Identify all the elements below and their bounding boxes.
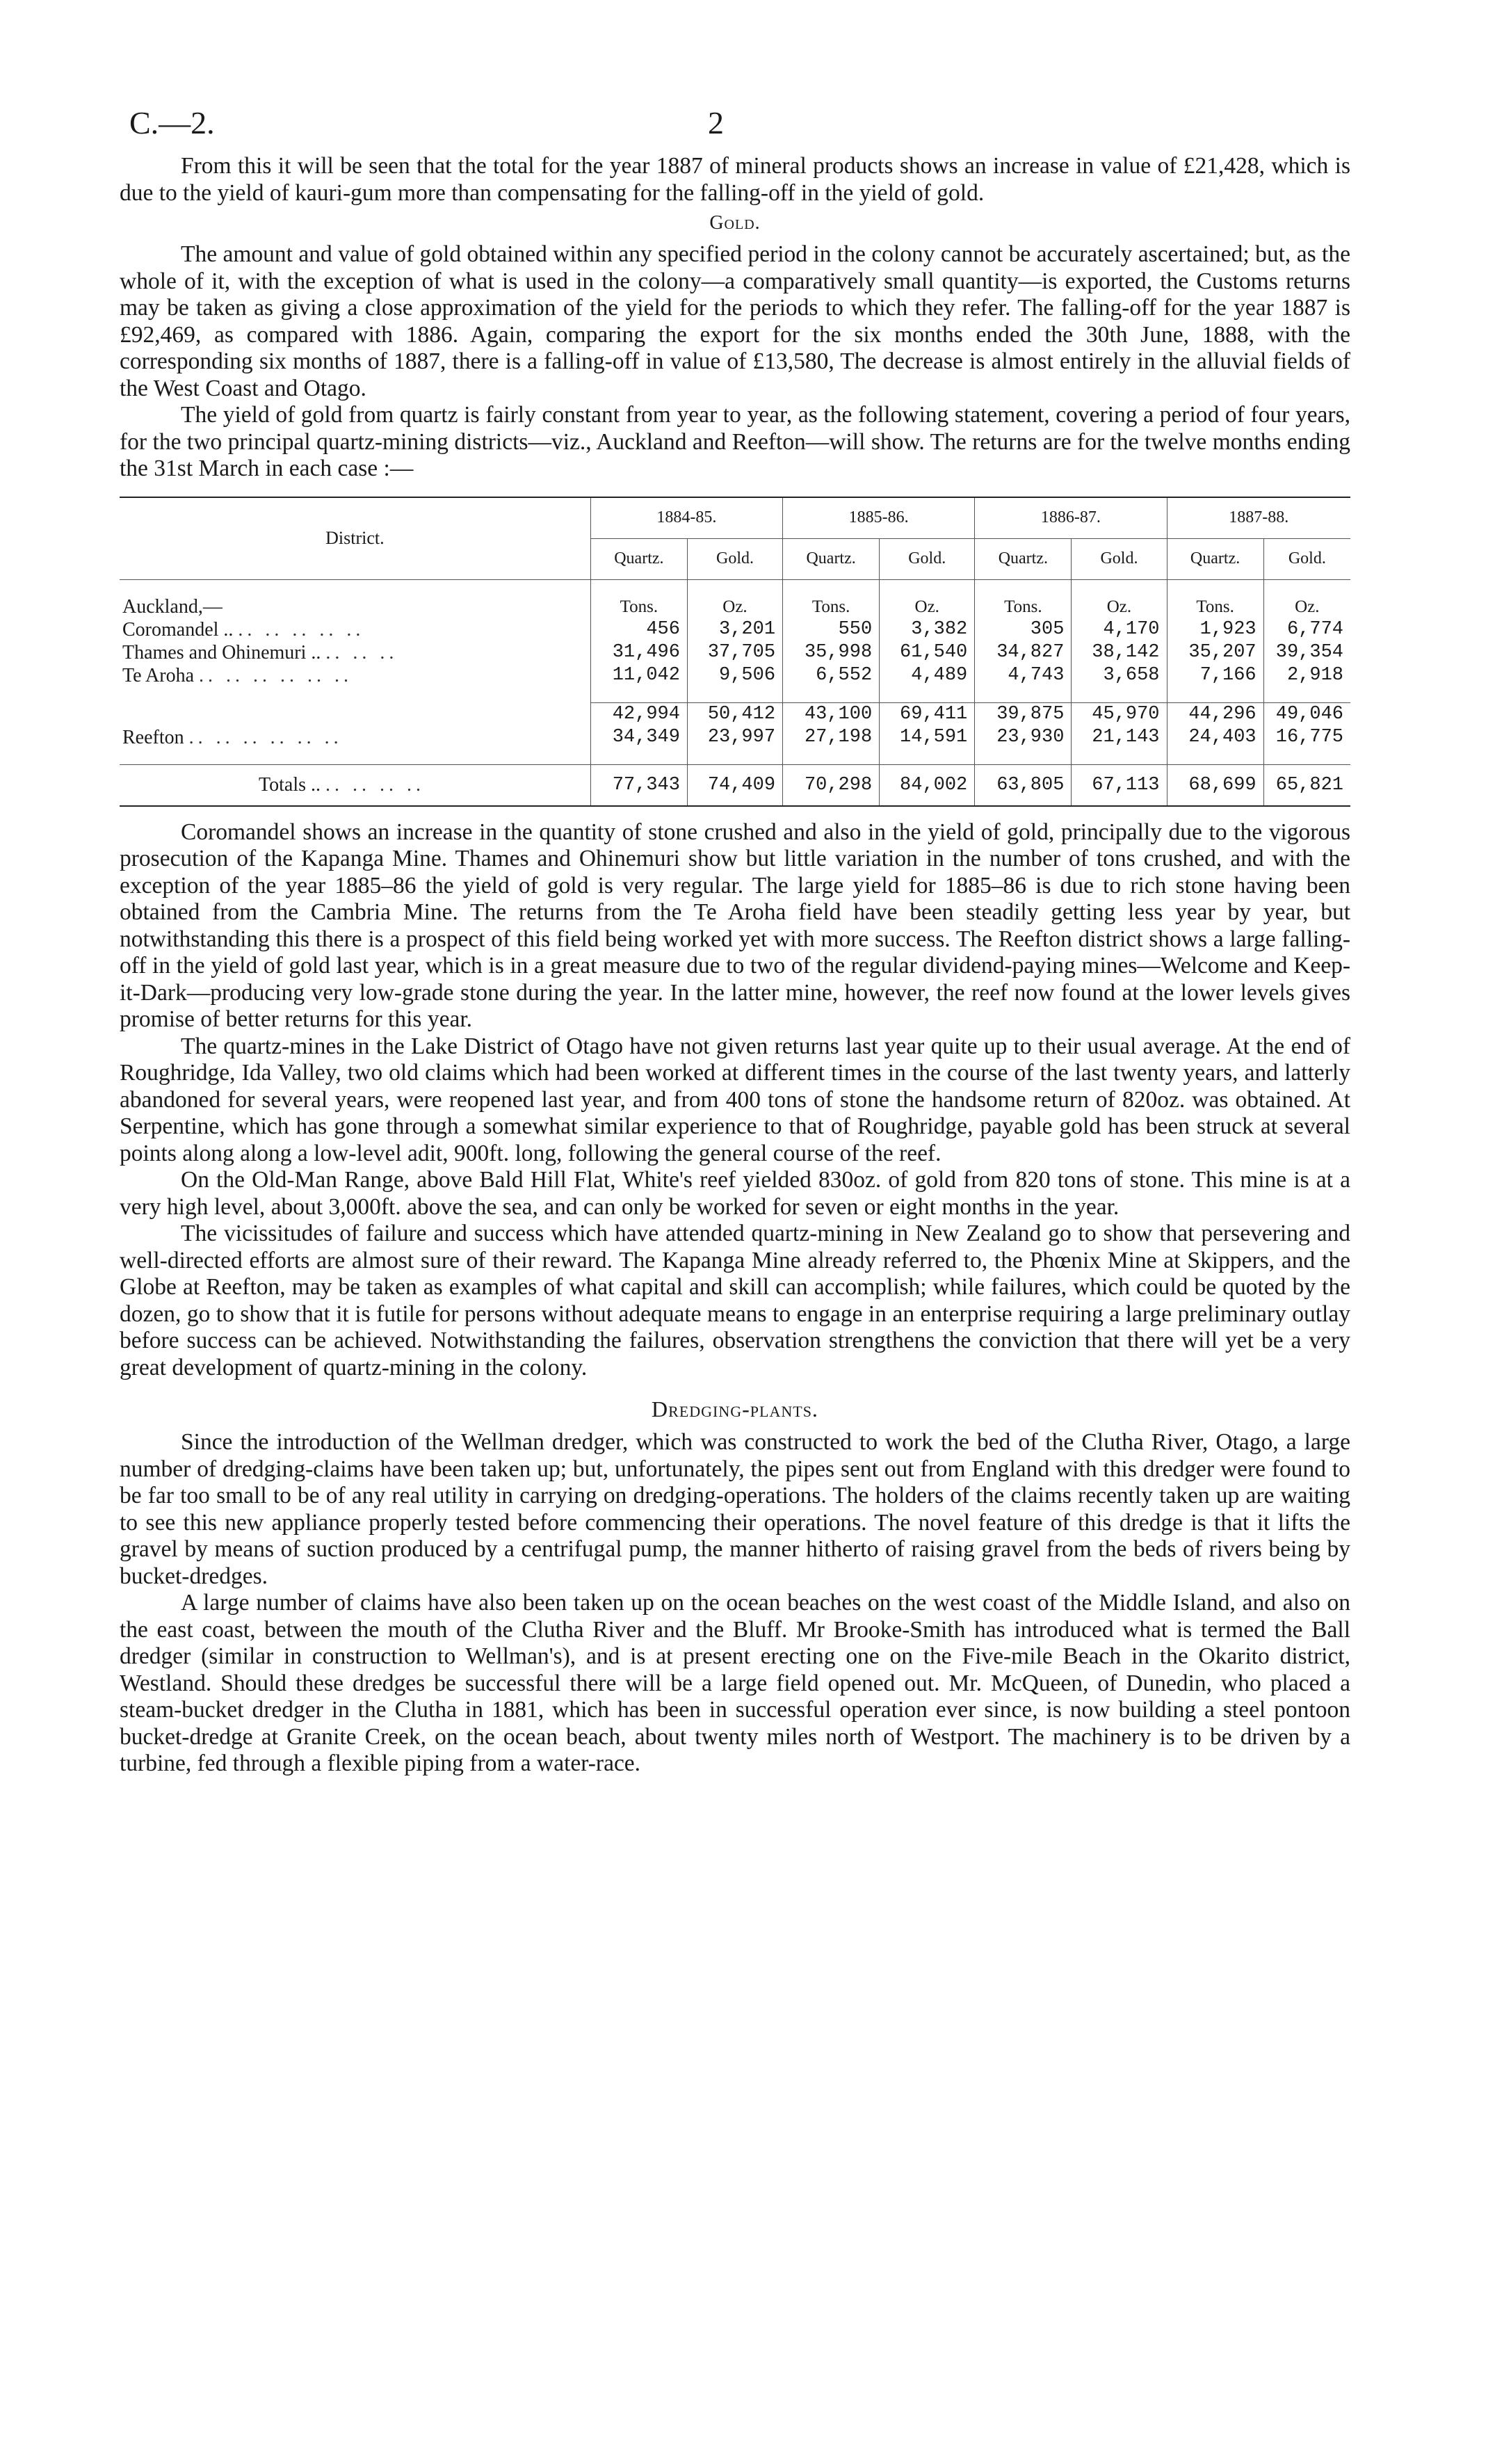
intro-paragraph: From this it will be seen that the total for the year 1887 of mineral products shows an increase in value of £21,428, which is due to the yield of kauri-gum more than compensating for the falling-off in the yield of gold. bbox=[120, 153, 1350, 206]
table-cell: 1,923 bbox=[1167, 618, 1263, 641]
year-header: 1887-88. bbox=[1167, 498, 1350, 539]
group-label: Auckland,— bbox=[122, 595, 223, 618]
total-cell: 70,298 bbox=[783, 764, 880, 805]
page-number: 2 bbox=[708, 105, 724, 140]
leader-dots: .. .. .. .. .. .. bbox=[199, 664, 353, 686]
gold-paragraph-1: The amount and value of gold obtained within any specified period in the colony cannot be accurately ascertained; but, as the whole of it, with the exception of what is used in the colony—a comparatively small quantity—is exported, the Customs returns may be taken as giving a close approximation of the yield for the periods to which they refer. The falling-off for the year 1887 is £92,469, as compared with 1886. Again, comparing the export for the six months ended the 30th June, 1888, with the corresponding six months of 1887, there is a falling-off in value of £13,580, The decrease is almost entirely in the alluvial fields of the West Coast and Otago. bbox=[120, 241, 1350, 401]
dredging-paragraph-1: Since the introduction of the Wellman dredger, which was constructed to work the bed of the Clutha River, Otago, a large number of dredging-claims have been taken up; but, unfortunately, the pipes sent out from England with this dredger were found to be far too small to be of any real utility in carrying on dredging-operations. The holders of the claims recently taken up are waiting to see this new appliance properly tested before commencing their operations. The novel feature of this dredge is that it lifts the gravel by means of suction produced by a centrifugal pump, the manner hitherto of raising gravel from the beds of rivers being by bucket-dredges. bbox=[120, 1429, 1350, 1589]
quartz-header: Quartz. bbox=[1167, 538, 1263, 579]
year-header: 1885-86. bbox=[783, 498, 975, 539]
subtotal-cell: 49,046 bbox=[1263, 702, 1350, 726]
year-header: 1884-85. bbox=[590, 498, 782, 539]
unit-label: Oz. bbox=[1072, 595, 1167, 618]
unit-label: Oz. bbox=[687, 595, 782, 618]
table-cell: 38,142 bbox=[1072, 641, 1167, 664]
table-row bbox=[120, 641, 1350, 664]
total-cell: 74,409 bbox=[687, 764, 782, 805]
unit-label: Tons. bbox=[590, 595, 687, 618]
unit-label: Tons. bbox=[1167, 595, 1263, 618]
otago-paragraph: The quartz-mines in the Lake District of Otago have not given returns last year quite up to their usual average. At the end of Roughridge, Ida Valley, two old claims which had been worked at different times in the course of the last twenty years, and latterly abandoned for several years, were reopened last year, and from 400 tons of stone the handsome return of 820oz. was obtained. At Serpentine, which has gone through a somewhat similar experience to that of Roughridge, payable gold has been struck at several points along along a low-level adit, 900ft. long, following the general course of the reef. bbox=[120, 1033, 1350, 1166]
old-man-range-paragraph: On the Old-Man Range, above Bald Hill Flat, White's reef yielded 830oz. of gold from 820 tons of stone. This mine is at a very high level, about 3,000ft. above the sea, and can only be worked for seven or eight months in the year. bbox=[120, 1167, 1350, 1220]
total-cell: 63,805 bbox=[975, 764, 1072, 805]
gold-header: Gold. bbox=[1072, 538, 1167, 579]
total-cell: 65,821 bbox=[1263, 764, 1350, 805]
dredging-paragraph-2: A large number of claims have also been taken up on the ocean beaches on the west coast of the Middle Island, and also on the east coast, between the mouth of the Clutha River and the Bluff. Mr Brooke-Smith has introduced what is termed the Ball dredger (similar in construction to Wellman's), and is at present erecting one on the Five-mile Beach in the Okarito district, Westland. Should these dredges be successful there will be a large field opened out. Mr. McQueen, of Dunedin, who placed a steam-bucket dredger in the Clutha in 1881, which has been in successful operation ever since, is now building a steel pontoon bucket-dredge at Granite Creek, on the ocean beach, about twenty miles north of Westport. The machinery is to be driven by a turbine, fed through a flexible piping from a water-race. bbox=[120, 1590, 1350, 1776]
table-cell: 6,774 bbox=[1263, 618, 1350, 641]
table-cell: 14,591 bbox=[880, 726, 975, 749]
leader-dots: .. .. .. .. .. .. bbox=[188, 726, 343, 748]
table-cell: 4,743 bbox=[975, 664, 1072, 687]
gold-header: Gold. bbox=[1263, 538, 1350, 579]
row-name: Reefton bbox=[122, 726, 184, 748]
table-cell: 34,349 bbox=[590, 726, 687, 749]
document-page bbox=[120, 104, 1350, 1778]
total-cell: 84,002 bbox=[880, 764, 975, 805]
subtotal-cell: 69,411 bbox=[880, 702, 975, 726]
table-cell: 305 bbox=[975, 618, 1072, 641]
table-cell: 61,540 bbox=[880, 641, 975, 664]
subtotal-cell: 39,875 bbox=[975, 702, 1072, 726]
table-cell: 3,382 bbox=[880, 618, 975, 641]
subtotal-cell: 45,970 bbox=[1072, 702, 1167, 726]
gold-heading: Gold. bbox=[709, 212, 761, 234]
district-header: District. bbox=[325, 528, 385, 548]
table-cell: 23,997 bbox=[687, 726, 782, 749]
table-cell: 23,930 bbox=[975, 726, 1072, 749]
units-row bbox=[120, 595, 1350, 618]
subtotal-cell: 42,994 bbox=[590, 702, 687, 726]
vicissitudes-paragraph: The vicissitudes of failure and success which have attended quartz-mining in New Zealand go to show that persevering and well-directed efforts are almost sure of their reward. The Kapanga Mine already referred to, the Phœnix Mine at Skippers, and the Globe at Reefton, may be taken as examples of what capital and skill can accomplish; while failures, which could be quoted by the dozen, go to show that it is futile for persons without adequate means to engage in an enterprise requiring a large preliminary outlay before success can be achieved. Notwithstanding the failures, observation strengthens the conviction that there will yet be a very great development of quartz-mining in the colony. bbox=[120, 1221, 1350, 1380]
document-reference: C.—2. bbox=[129, 105, 215, 140]
unit-label: Tons. bbox=[783, 595, 880, 618]
totals-label: Totals .. bbox=[259, 773, 321, 796]
unit-label: Oz. bbox=[880, 595, 975, 618]
unit-label: Tons. bbox=[975, 595, 1072, 618]
table-row bbox=[120, 618, 1350, 641]
table-cell: 456 bbox=[590, 618, 687, 641]
total-cell: 68,699 bbox=[1167, 764, 1263, 805]
gold-header: Gold. bbox=[687, 538, 782, 579]
subtotal-row bbox=[120, 702, 1350, 726]
table-cell: 24,403 bbox=[1167, 726, 1263, 749]
table-cell: 27,198 bbox=[783, 726, 880, 749]
table-row bbox=[120, 726, 1350, 749]
total-cell: 77,343 bbox=[590, 764, 687, 805]
unit-label: Oz. bbox=[1263, 595, 1350, 618]
quartz-gold-table bbox=[120, 497, 1350, 807]
subtotal-cell: 50,412 bbox=[687, 702, 782, 726]
leader-dots: .. .. .. .. bbox=[325, 773, 426, 796]
table-cell: 6,552 bbox=[783, 664, 880, 687]
table-cell: 35,207 bbox=[1167, 641, 1263, 664]
quartz-header: Quartz. bbox=[590, 538, 687, 579]
table-cell: 3,658 bbox=[1072, 664, 1167, 687]
table-cell: 550 bbox=[783, 618, 880, 641]
table-cell: 34,827 bbox=[975, 641, 1072, 664]
table-cell: 16,775 bbox=[1263, 726, 1350, 749]
year-header: 1886-87. bbox=[975, 498, 1167, 539]
total-cell: 67,113 bbox=[1072, 764, 1167, 805]
table-cell: 39,354 bbox=[1263, 641, 1350, 664]
row-name: Coromandel .. bbox=[122, 618, 234, 641]
table-cell: 31,496 bbox=[590, 641, 687, 664]
gold-paragraph-2: The yield of gold from quartz is fairly constant from year to year, as the following statement, covering a period of four years, for the two principal quartz-mining districts—viz., Auckland and Reefton—will show. The returns are for the twelve months ending the 31st March in each case :— bbox=[120, 402, 1350, 481]
table-cell: 9,506 bbox=[687, 664, 782, 687]
gold-header: Gold. bbox=[880, 538, 975, 579]
table-cell: 2,918 bbox=[1263, 664, 1350, 687]
row-name: Thames and Ohinemuri .. bbox=[122, 641, 321, 663]
table-cell: 37,705 bbox=[687, 641, 782, 664]
page-header bbox=[120, 104, 1350, 153]
row-name: Te Aroha bbox=[122, 664, 195, 686]
subtotal-cell: 44,296 bbox=[1167, 702, 1263, 726]
totals-row bbox=[120, 764, 1350, 805]
leader-dots: .. .. .. .. .. bbox=[238, 618, 365, 641]
quartz-header: Quartz. bbox=[783, 538, 880, 579]
table-cell: 4,170 bbox=[1072, 618, 1167, 641]
leader-dots: .. .. .. bbox=[325, 641, 398, 663]
table-cell: 11,042 bbox=[590, 664, 687, 687]
table-cell: 21,143 bbox=[1072, 726, 1167, 749]
table-row bbox=[120, 664, 1350, 687]
coromandel-paragraph: Coromandel shows an increase in the quantity of stone crushed and also in the yield of gold, principally due to the vigorous prosecution of the Kapanga Mine. Thames and Ohinemuri show but little variation in the number of tons crushed, and with the exception of the year 1885–86 the yield of gold is very regular. The large yield for 1885–86 is due to rich stone having been obtained from the Cambria Mine. The returns from the Te Aroha field have been steadily getting less year by year, but notwithstanding this there is a prospect of this field being worked yet with more success. The Reefton district shows a large falling-off in the yield of gold last year, which is in a great measure due to two of the regular dividend-paying mines—Welcome and Keep-it-Dark—producing very low-grade stone during the year. In the latter mine, however, the reef now found at the lower levels gives promise of better returns for this year. bbox=[120, 819, 1350, 1032]
table-cell: 4,489 bbox=[880, 664, 975, 687]
dredging-heading: Dredging-plants. bbox=[652, 1396, 818, 1422]
table-cell: 35,998 bbox=[783, 641, 880, 664]
table-cell: 3,201 bbox=[687, 618, 782, 641]
table-cell: 7,166 bbox=[1167, 664, 1263, 687]
quartz-header: Quartz. bbox=[975, 538, 1072, 579]
subtotal-cell: 43,100 bbox=[783, 702, 880, 726]
